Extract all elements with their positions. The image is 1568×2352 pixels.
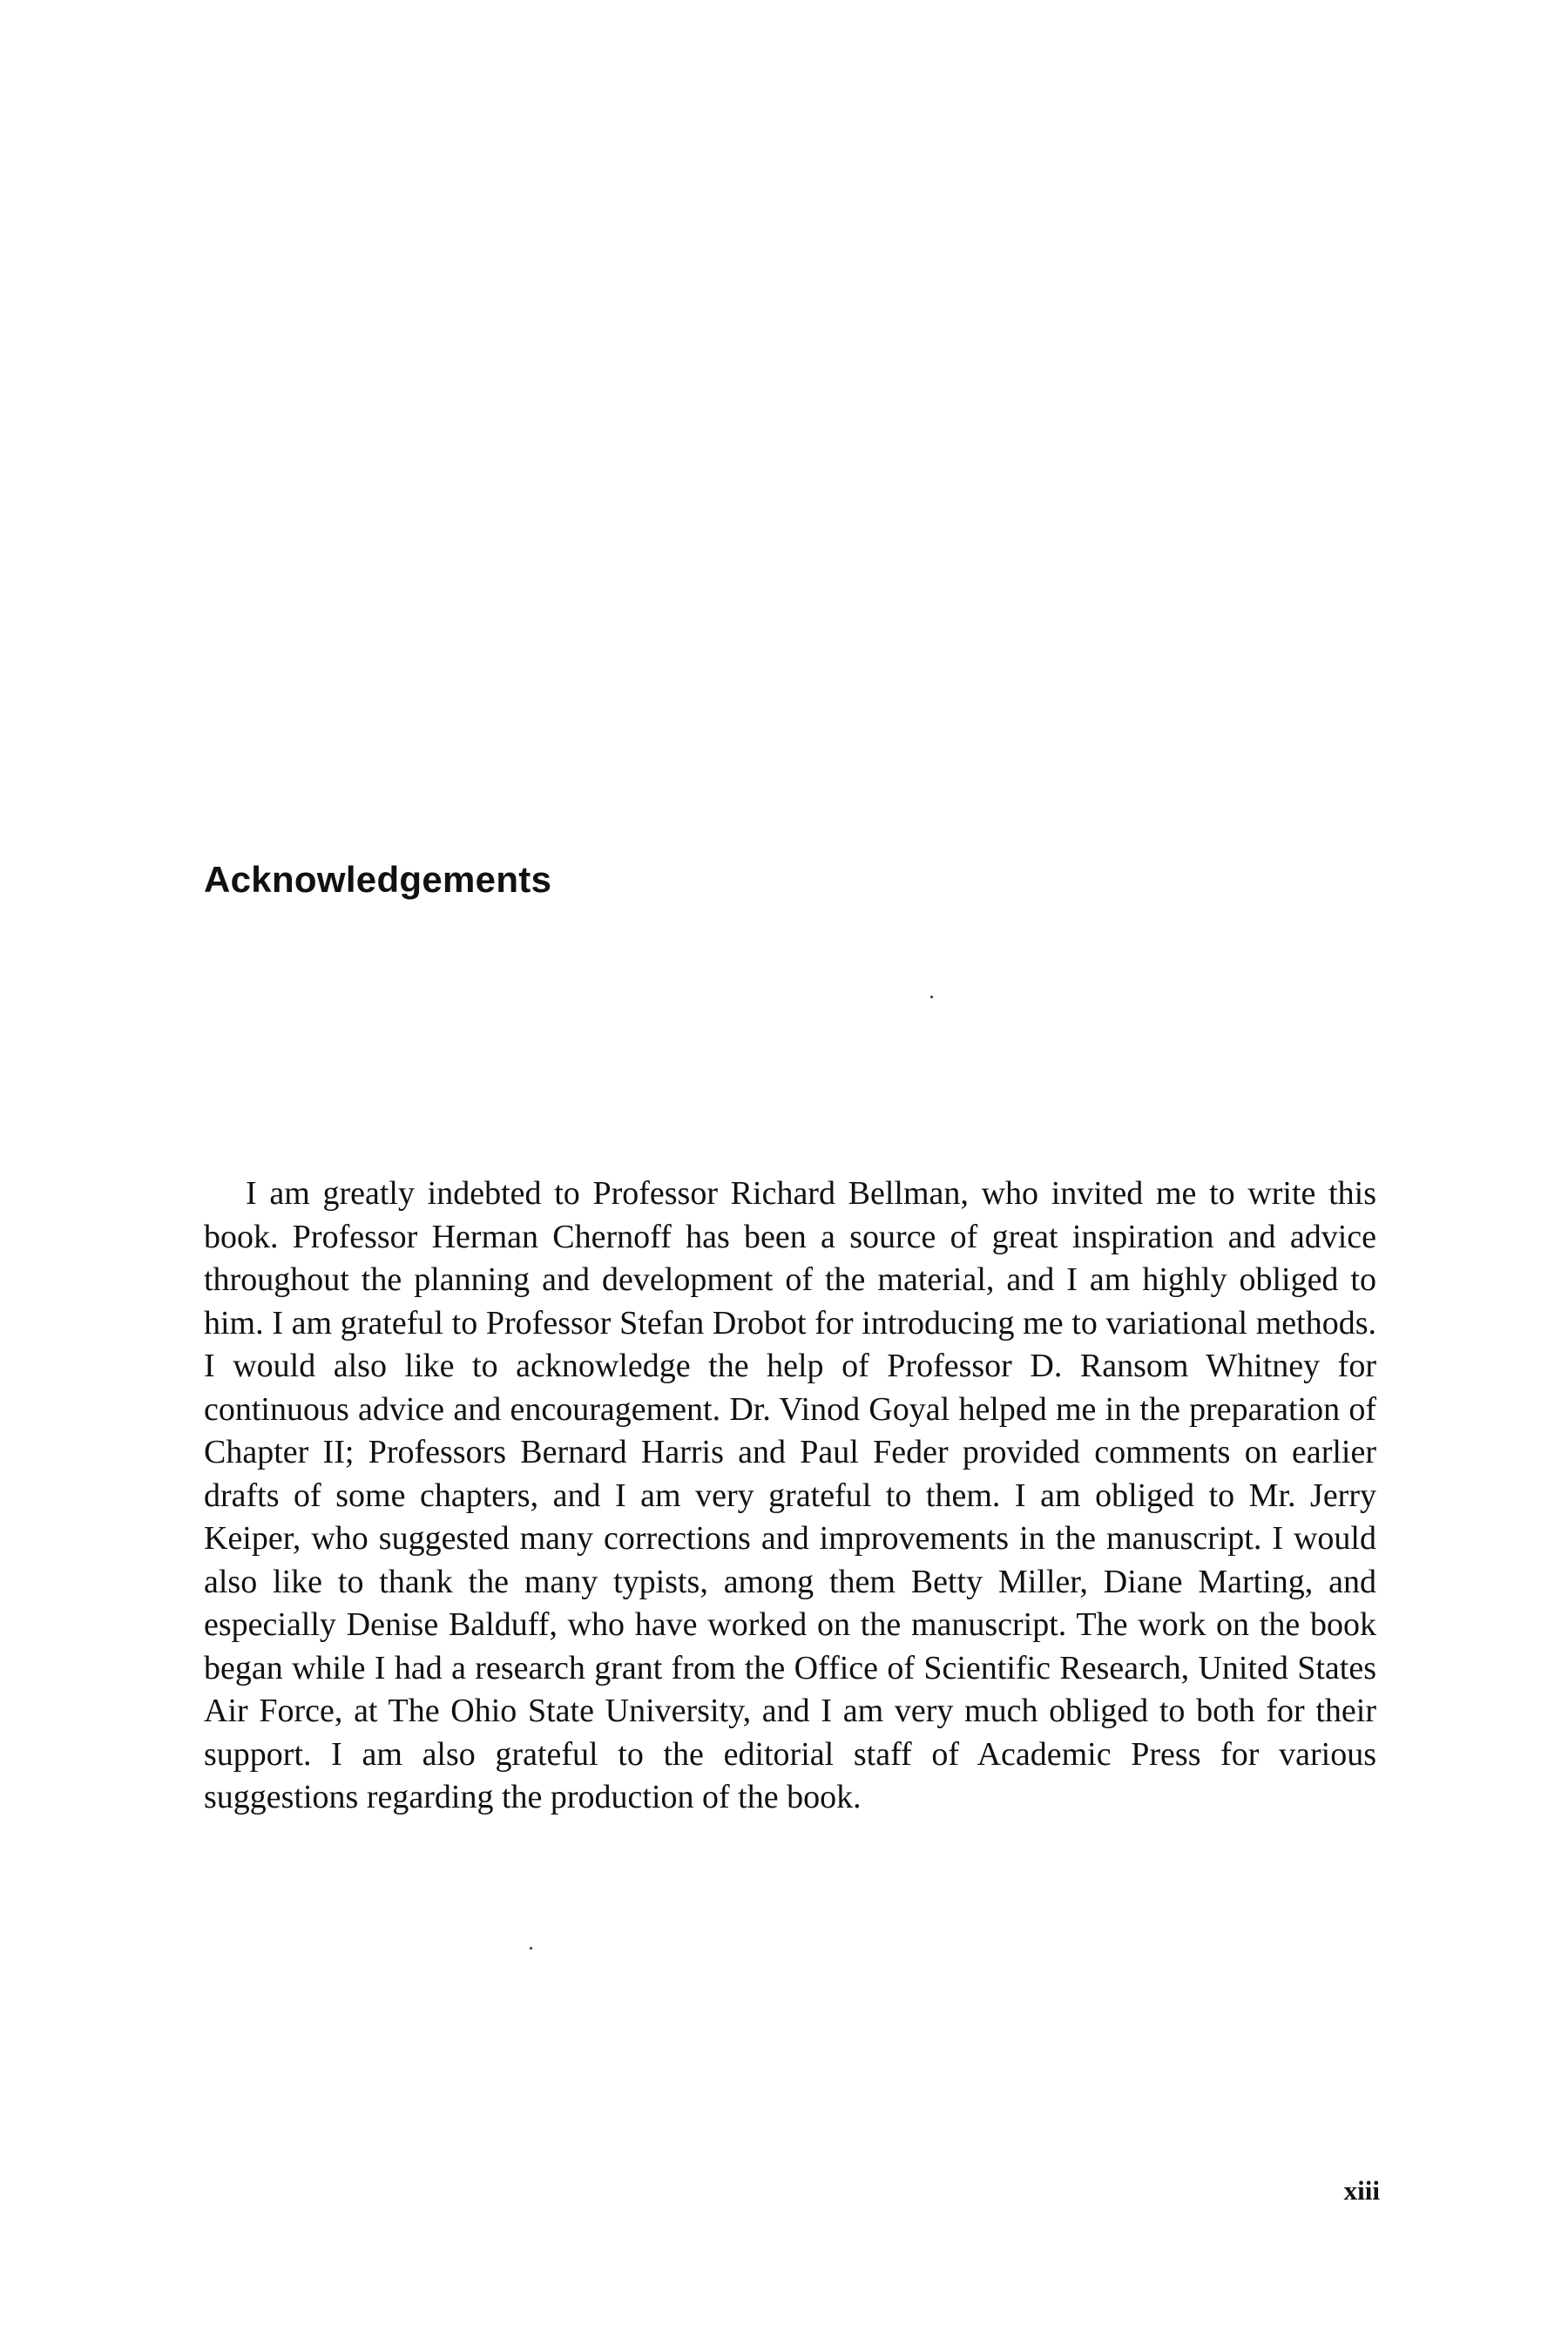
acknowledgements-paragraph: I am greatly indebted to Professor Richard Bellman, who invited me to write this book. Professor Herman Chernoff has been a source of great inspiration and advice throughout the planning and development of the material, and I am highly obliged to him. I am grateful to Professor Stefan Drobot for introducing me to variational methods. I would also like to acknowledge the help of Professor D. Ransom Whitney for continuous advice and encouragement. Dr. Vinod Goyal helped me in the preparation of Chapter II; Professors Bernard Harris and Paul Feder provided comments on earlier drafts of some chapters, and I am very grateful to them. I am obliged to Mr. Jerry Keiper, who suggested many corrections and improvements in the manuscript. I would also like to thank the many typists, among them Betty Miller, Diane Marting, and especially Denise Balduff, who have worked on the manuscript. The work on the book began while I had a research grant from the Office of Scientific Research, United States Air Force, at The Ohio State University, and I am very much obliged to both for their support. I am also grateful to the editorial staff of Academic Press for various suggestions regarding the production of the book. <box>204 1175 1376 1815</box>
print-speck <box>930 996 933 998</box>
page-title: Acknowledgements <box>204 859 552 900</box>
page-number: xiii <box>1343 2175 1380 2206</box>
print-speck <box>530 1947 532 1950</box>
